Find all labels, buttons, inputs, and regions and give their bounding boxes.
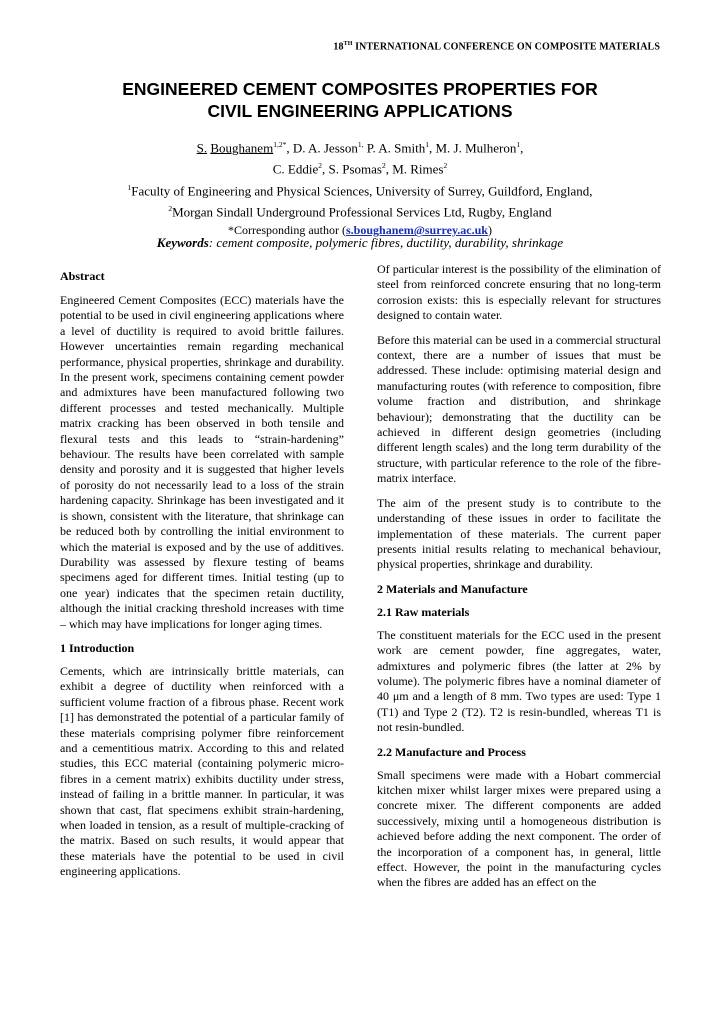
section-2-1-heading: 2.1 Raw materials	[377, 604, 470, 619]
introduction-heading: 1 Introduction	[60, 640, 135, 655]
paragraph-aim: The aim of the present study is to contribute to the understanding of these issues in order to facilitate the implementation of these materials. The current paper presents initial results relating to mechanical behaviour, physical properties, shrinkage and durability.	[377, 495, 661, 572]
keywords-label: Keywords	[156, 235, 209, 250]
author-line-2: C. Eddie$^2$, S. Psomas$^2$, M. Rimes$^2$	[272, 161, 448, 177]
paragraph-steel-elimination: Of particular interest is the possibility of the elimination of steel from reinforced concrete ensuring that no long-term corrosion exists: this is especially relevant for structures designed to contain water.	[377, 262, 661, 323]
author-line-1: S. Boughanem$^{1,2*}$, D. A. Jesson$^{1,}$ P. A. Smith$^1$, M. J. Mulheron$^1$,	[196, 140, 524, 156]
keywords-line: Keywords: cement composite, polymeric fibres, ductility, durability, shrinkage	[156, 235, 564, 250]
abstract-heading: Abstract	[60, 269, 105, 283]
affiliation-1: $^1$Faculty of Engineering and Physical Sciences, University of Surrey, Guildford, England,	[127, 182, 593, 198]
title-line-1: ENGINEERED CEMENT COMPOSITES PROPERTIES FOR	[122, 79, 598, 99]
paragraph-issues: Before this material can be used in a commercial structural context, there are a number of issues that must be addressed. These include: optimising material design and manufacturing routes (with reference to composition, fibre volume fraction and distribution, and shrinkage behaviour); demonstrating that the ductility can be achieved in different design geometries (including different length scales) and the long term durability of the structure, with particular reference to the role of the fibre-matrix interface.	[377, 332, 661, 486]
affiliation-2: $^2$Morgan Sindall Underground Professional Services Ltd, Rugby, England	[168, 203, 552, 220]
corresponding-author: *Corresponding author (s.boughanem@surrey.ac.uk)	[228, 223, 492, 238]
corresponding-email-link[interactable]: s.boughanem@surrey.ac.uk	[346, 223, 488, 238]
paragraph-raw-materials: The constituent materials for the ECC used in the present work are cement powder, fine aggregates, water, admixtures and polymeric fibres (the latter at 2% by volume). The polymeric fibres have a nominal diameter of 40 μm and a length of 8 mm. Two types are used: Type 1 (T1) and Type 2 (T2). T2 is resin-bundled, whereas T1 is not resin-bundled.	[377, 627, 661, 735]
title-line-2: CIVIL ENGINEERING APPLICATIONS	[207, 101, 513, 121]
paragraph-manufacture: Small specimens were made with a Hobart commercial kitchen mixer whilst larger mixes were prepared using a concrete mixer. The different components are added successively, mixing until a homogeneous distribution is achieved before adding the next component. The order of the incorporation of a component has, in general, little effect. However, the point in the manufacturing cycles when the fibres are added has an effect on the	[377, 767, 661, 890]
abstract-text: Engineered Cement Composites (ECC) materials have the potential to be used in civil engineering applications where a level of ductility is required to avoid brittle failures. However uncertainties remain regarding mechanical performance, physical properties, shrinkage and durability. In the present work, specimens containing cement powder and admixtures have been manufactured following two different processes and tested mechanically. Multiple matrix cracking has been observed in both tensile and flexural tests and this leads to “strain-hardening” behaviour. The results have been correlated with sample density and porosity and it is suggested that higher levels of porosity do not necessarily lead to a loss of the strain hardening capacity. Shrinkage has been investigated and it is shown, consistent with the literature, that shrinkage can be reduced both by controlling the initial environment to which the material is exposed and by the use of additives. Durability was assessed by flexure testing of beams specimens aged for different times. Initial testing (up to one year) indicates that the specimen retain ductility, although the initial cracking threshold increases with time – which may have implications for longer aging times.	[60, 293, 344, 631]
section-2-heading: 2 Materials and Manufacture	[377, 581, 528, 596]
left-column	[60, 262, 344, 889]
right-column	[377, 262, 661, 900]
paper-title	[0, 78, 720, 122]
conference-header: 18TH INTERNATIONAL CONFERENCE ON COMPOSITE MATERIALS	[333, 41, 660, 53]
section-2-2-heading: 2.2 Manufacture and Process	[377, 744, 526, 759]
author-block	[0, 136, 720, 239]
introduction-text: Cements, which are intrinsically brittle materials, can exhibit a degree of ductility when reinforced with a sufficient volume fraction of a fibrous phase. Recent work [1] has demonstrated the potential of a particular family of these materials comprising polymer fibre reinforcement and a cementitious matrix. According to this and related studies, this ECC material (containing polymeric micro-fibres in a cement matrix) exhibits ductility under stress, instead of failing in a brittle manner. In particular, it was shown that cast, flat specimens exhibit strain-hardening, when loaded in tension, as a result of multiple-cracking of the matrix. Based on such results, it would appear that these materials have the potential to be used in civil engineering applications.	[60, 663, 344, 879]
